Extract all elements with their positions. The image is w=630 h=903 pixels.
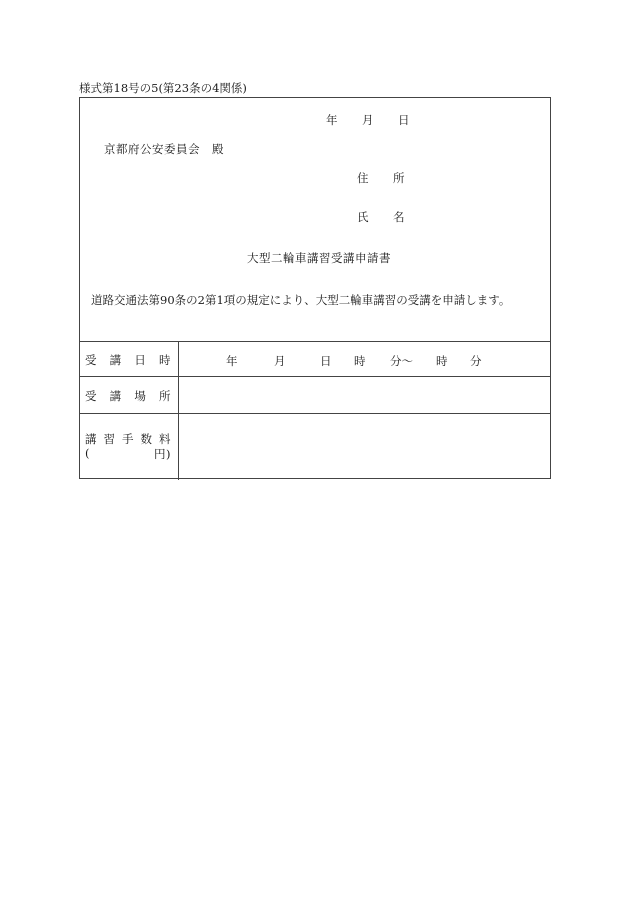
address-label: 住 所: [357, 171, 405, 185]
addressee: 京都府公安委員会 殿: [104, 142, 224, 156]
application-form: [79, 97, 551, 479]
form-reference: 様式第18号の5(第23条の4関係): [79, 81, 247, 95]
fee-unit: ( 円): [85, 446, 171, 461]
row-label-venue: 受 講 場 所: [85, 389, 171, 403]
row-label-fee: 講 習 手 数 料: [85, 432, 171, 446]
hour-mark: 時: [354, 354, 366, 368]
minute-mark: 分: [470, 354, 482, 368]
application-statement: 道路交通法第90条の2第1項の規定により、大型二輪車講習の受講を申請します。: [91, 293, 511, 307]
fee-field[interactable]: [179, 414, 551, 479]
form-title: 大型二輪車講習受講申請書: [247, 251, 391, 265]
minute-mark: 分〜: [390, 354, 413, 368]
name-label: 氏 名: [357, 210, 405, 224]
venue-field[interactable]: [179, 377, 551, 413]
year-mark: 年: [226, 354, 238, 368]
date-line: 年 月 日: [326, 113, 410, 127]
row-label-datetime: 受 講 日 時: [85, 353, 171, 367]
hour-mark: 時: [436, 354, 448, 368]
table-top-rule: [80, 341, 550, 342]
month-mark: 月: [274, 354, 286, 368]
day-mark: 日: [320, 354, 332, 368]
